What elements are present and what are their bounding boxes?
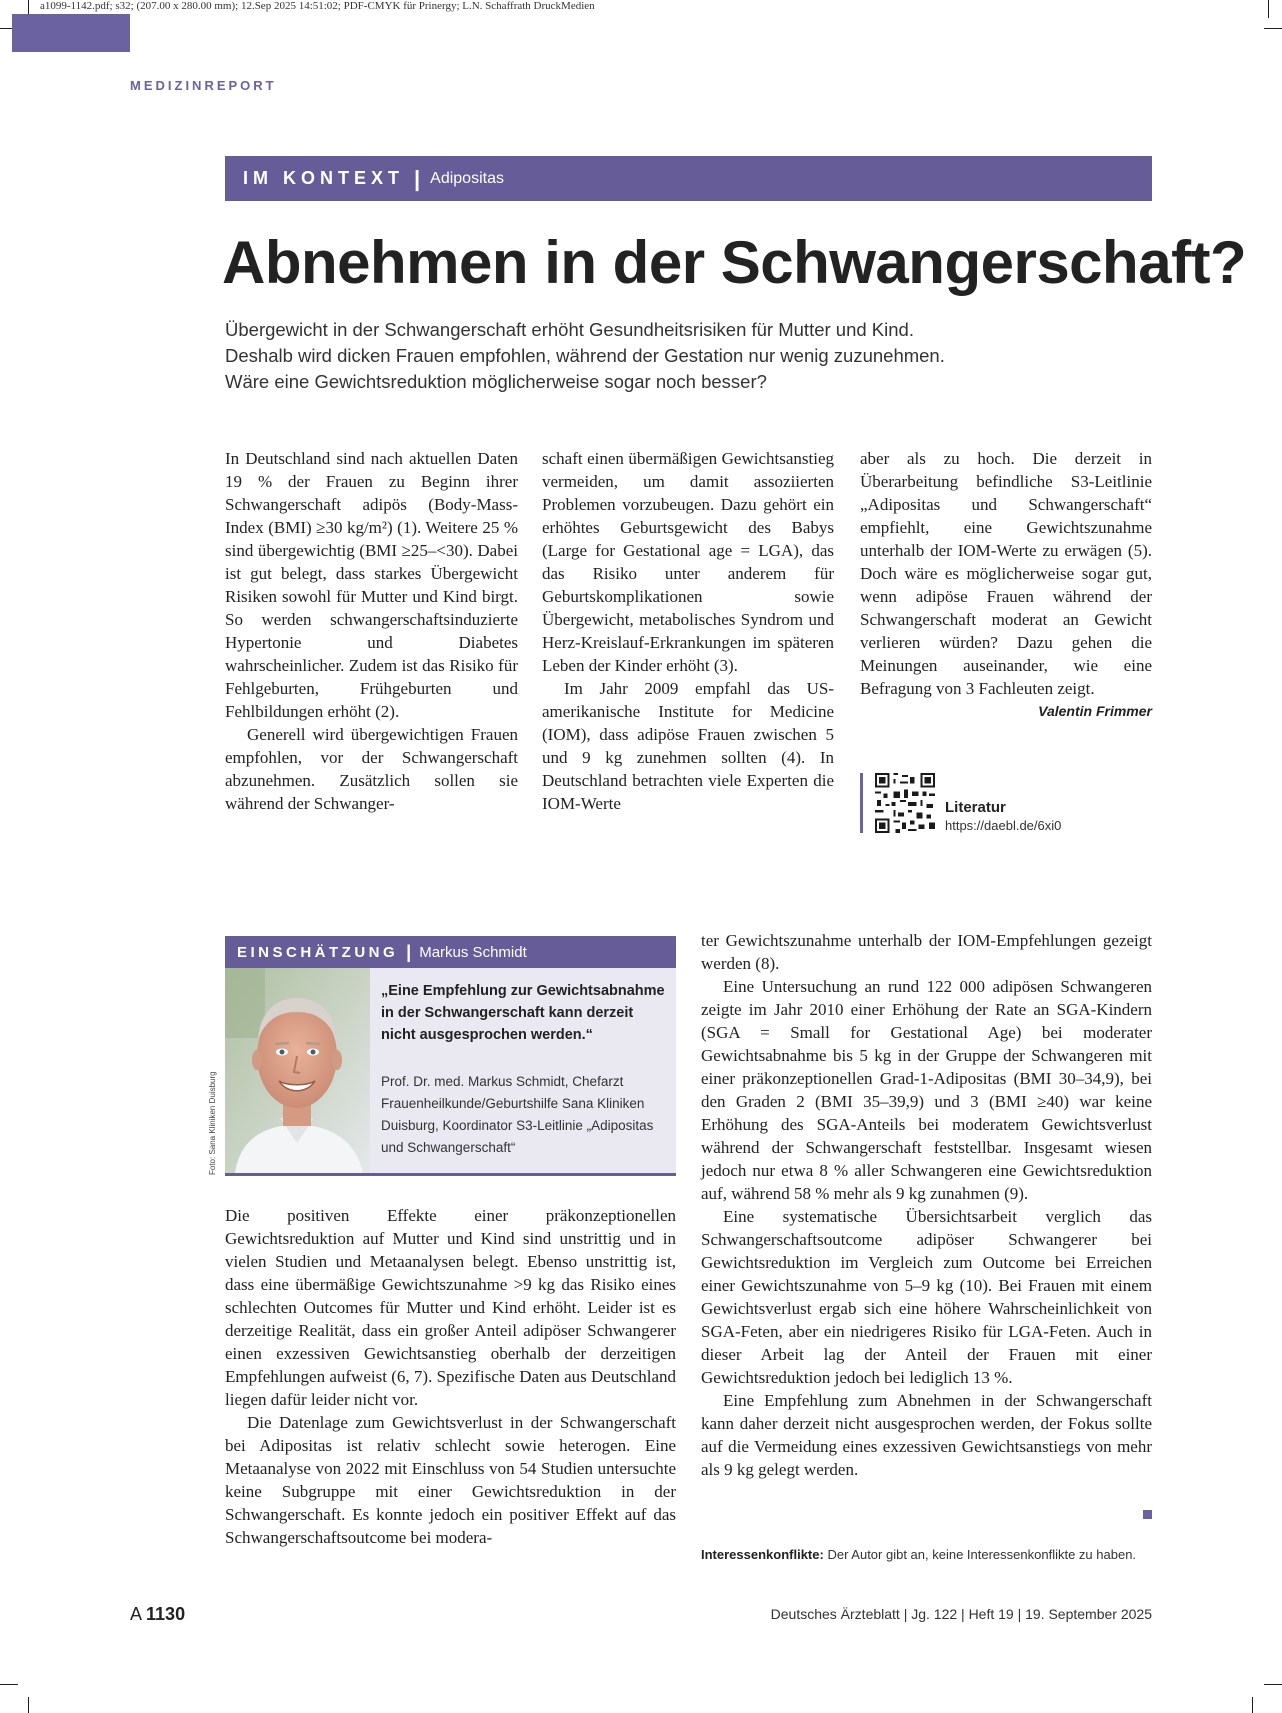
section-color-bar: [12, 14, 130, 52]
crop-mark: [0, 1684, 18, 1685]
qr-code-icon[interactable]: [875, 773, 935, 833]
paragraph-text: aber als zu hoch. Die derzeit in Überarbeitung befindliche S3-Leitlinie „Adipositas und Schwangerschaft“ empfiehlt, eine Gewichtszunahme unterhalb der IOM-Werte zu erwägen (5). Doch wäre es möglicherweise sogar gut, wenn adipöse Frauen während der Schwangerschaft moderat an Gewicht verlieren würden? Dazu gehen die Meinungen auseinander, wie eine Befragung von 3 Fachleuten zeigt.: [860, 449, 1152, 698]
paragraph: Eine Empfehlung zum Abnehmen in der Schwangerschaft kann daher derzeit nicht ausgesprochen werden, der Fokus sollte auf die Vermeidung eines exzessiven Gewichtsanstiegs von mehr als 9 kg gelegt werden.: [701, 1391, 1152, 1479]
intro-column-3: [860, 447, 1152, 723]
conflict-of-interest: [701, 1547, 1136, 1562]
paragraph: In Deutschland sind nach aktuellen Daten 19 % der Frauen zu Beginn ihrer Schwangerschaft adipös (Body-Mass-Index (BMI) ≥30 kg/m²) (1). Weitere 25 % sind übergewichtig (BMI ≥25–<30). Dabei ist gut belegt, dass starkes Übergewicht Risiken sowohl für Mutter und Kind birgt. So werden schwangerschaftsinduzierte Hypertonie und Diabetes wahrscheinlicher. Zudem ist das Risiko für Fehlgeburten, Frühgeburten und Fehlbildungen erhöht (2).: [225, 449, 518, 721]
crop-mark: [1264, 1684, 1282, 1685]
paragraph: [860, 447, 1152, 719]
kontext-label: IM KONTEXT: [243, 168, 404, 188]
lead-paragraph: [225, 317, 1155, 395]
paragraph: ter Gewichtszunahme unterhalb der IOM-Empfehlungen gezeigt werden (8).: [701, 931, 1152, 973]
expert-affiliation: Prof. Dr. med. Markus Schmidt, Chefarzt Frauenheilkunde/Geburtshilfe Sana Kliniken Duisburg, Koordinator S3-Leitlinie „Adipositas und Schwangerschaft“: [381, 1074, 654, 1155]
photo-credit: Foto: Sana Kliniken Duisburg: [208, 1071, 217, 1175]
assessment-expert-name: Markus Schmidt: [419, 943, 527, 961]
paragraph: Eine systematische Übersichtsarbeit verglich das Schwangerschaftsoutcome adipöser Schwangerer bei Gewichtsreduktion im Vergleich zum Outcome bei Erreichen einer Gewichtszunahme von 5–9 kg (10). Bei Frauen mit einem Gewichtsverlust ergab sich eine höhere Wahrscheinlichkeit von SGA-Feten, aber ein niedrigeres Risiko für LGA-Feten. Auch in dieser Arbeit lag der Anteil der Frauen mit einer Gewichtsreduktion jedoch bei lediglich 13 %.: [701, 1207, 1152, 1387]
literature-link[interactable]: https://daebl.de/6xi0: [945, 818, 1062, 833]
lead-line: Wäre eine Gewichtsreduktion möglicherweise sogar noch besser?: [225, 371, 767, 392]
crop-mark: [1268, 0, 1269, 18]
crop-mark: [28, 1697, 29, 1713]
paragraph: Im Jahr 2009 empfahl das US-amerikanische Institute for Medicine (IOM), dass adipöse Frauen zwischen 5 und 9 kg zunehmen sollten (4). In Deutschland betrachten viele Experten die IOM-Werte: [542, 679, 834, 813]
body-column-right: [701, 929, 1152, 1481]
section-label: MEDIZINREPORT: [130, 78, 277, 93]
kontext-topic: Adipositas: [430, 169, 504, 187]
kontext-separator: |: [414, 165, 421, 191]
page-number-value: 1130: [146, 1604, 186, 1624]
crop-mark: [1252, 1697, 1253, 1713]
paragraph: Generell wird übergewichtigen Frauen empfohlen, vor der Schwangerschaft abzunehmen. Zusätzlich sollen sie während der Schwanger-: [225, 725, 518, 813]
paragraph: Die positiven Effekte einer präkonzeptionellen Gewichtsreduktion auf Mutter und Kind sind unstrittig und in vielen Studien und Metaanalysen belegt. Ebenso unstrittig ist, dass eine übermäßige Gewichtszunahme >9 kg das Risiko eines schlechten Outcomes für Mutter und Kind erhöht. Leider ist es derzeitige Realität, dass ein großer Anteil adipöser Schwangerer einen exzessiven Gewichtsanstieg oberhalb der derzeitigen Empfehlungen aufweist (6, 7). Spezifische Daten aus Deutschland liegen dafür leider nicht vor.: [225, 1206, 676, 1409]
page-prefix: A: [130, 1604, 142, 1624]
expert-portrait-photo: [225, 968, 370, 1173]
end-mark: [1143, 1510, 1152, 1519]
crop-mark: [1264, 28, 1282, 29]
assessment-label: EINSCHÄTZUNG: [237, 943, 399, 961]
intro-column-2: [542, 447, 834, 815]
coi-text: Der Autor gibt an, keine Interessenkonflikte zu haben.: [827, 1547, 1137, 1562]
literature-accent-bar: [860, 773, 863, 833]
coi-label: Interessenkonflikte:: [701, 1547, 824, 1562]
kontext-banner: [225, 156, 1152, 201]
assessment-separator: |: [406, 941, 412, 962]
paragraph: Die Datenlage zum Gewichtsverlust in der Schwangerschaft bei Adipositas ist relativ schlecht sowie heterogen. Eine Metaanalyse von 2022 mit Einschluss von 54 Studien untersuchte keine Subgruppe mit einer Gewichtsreduktion in der Schwangerschaft. Es konnte jedoch ein positiver Effekt auf das Schwangerschaftsoutcome bei modera-: [225, 1413, 676, 1547]
literature-title: Literatur: [945, 799, 1006, 816]
article-title: Abnehmen in der Schwangerschaft?: [222, 229, 1247, 296]
expert-quote: „Eine Empfehlung zur Gewichtsabnahme in der Schwangerschaft kann derzeit nicht ausgesprochen werden.“: [381, 983, 665, 1043]
paragraph: schaft einen übermäßigen Gewichtsanstieg vermeiden, um damit assoziierten Problemen vorzubeugen. Dazu gehört ein erhöhtes Geburtsgewicht des Babys (Large for Gestational age = LGA), das das Risiko unter anderem für Geburtskomplikationen sowie Übergewicht, metabolisches Syndrom und Herz-Kreislauf-Erkrankungen im späteren Leben der Kinder erhöht (3).: [542, 449, 834, 675]
lead-line: Deshalb wird dicken Frauen empfohlen, während der Gestation nur wenig zuzunehmen.: [225, 345, 945, 366]
lead-line: Übergewicht in der Schwangerschaft erhöht Gesundheitsrisiken für Mutter und Kind.: [225, 319, 914, 340]
journal-footer: Deutsches Ärzteblatt | Jg. 122 | Heft 19 | 19. September 2025: [770, 1606, 1152, 1622]
author-name: Valentin Frimmer: [1038, 703, 1152, 719]
intro-column-1: [225, 447, 518, 815]
page-number: [130, 1604, 185, 1625]
body-column-left: [225, 1204, 676, 1549]
paragraph: Eine Untersuchung an rund 122 000 adipösen Schwangeren zeigte im Jahr 2010 einer Erhöhung der Rate an SGA-Kindern (SGA = Small for Gestational Age) bei moderater Gewichtsabnahme bis 5 kg in der Gruppe der Schwangeren mit einer präkonzeptionellen Grad-1-Adipositas (BMI 30–34,9), bei den Graden 2 (BMI 35–39,9) und 3 (BMI ≥40) war keine Erhöhung des SGA-Anteils bei moderatem Gewichtsverlust während der Schwangerschaft feststellbar. Insgesamt wiesen jedoch nur etwa 8 % aller Schwangeren eine Gewichtsreduktion auf, während 58 % mehr als 9 kg zunahmen (9).: [701, 977, 1152, 1203]
assessment-banner: [225, 936, 676, 968]
literature-reference[interactable]: [860, 773, 1160, 833]
print-info: a1099-1142.pdf; s32; (207.00 x 280.00 mm); 12.Sep 2025 14:51:02; PDF-CMYK für Prinergy; L.N. Schaffrath DruckMedien: [40, 0, 595, 12]
